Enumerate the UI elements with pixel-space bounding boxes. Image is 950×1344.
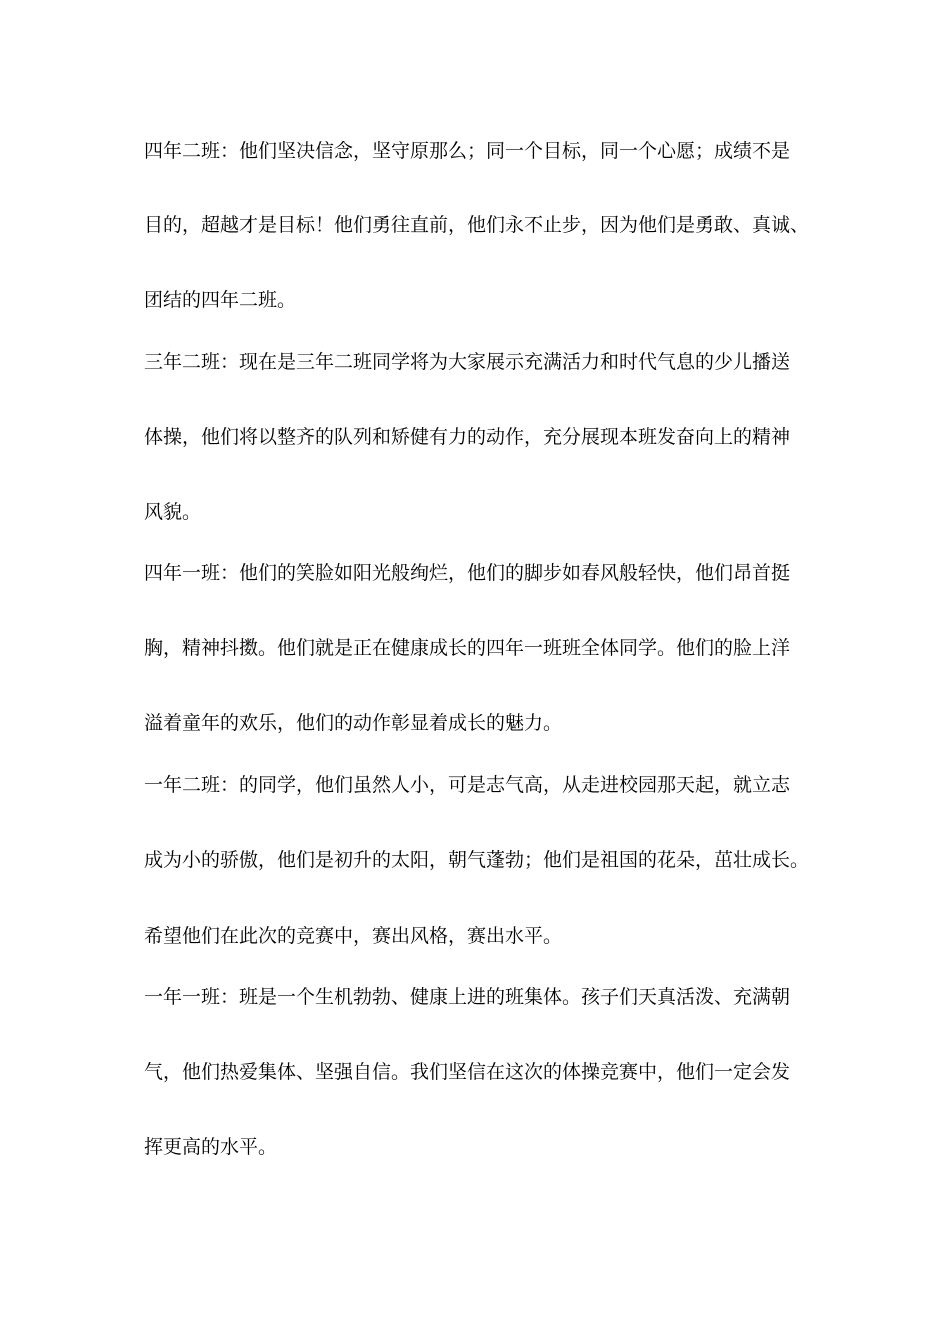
text-line: 胸，精神抖擞。他们就是正在健康成长的四年一班班全体同学。他们的脸上洋 (144, 637, 791, 659)
text-line: 希望他们在此次的竞赛中，赛出风格，赛出水平。 (144, 925, 563, 947)
text-line: 三年二班：现在是三年二班同学将为大家展示充满活力和时代气息的少儿播送 (144, 351, 791, 373)
text-line: 气，他们热爱集体、坚强自信。我们坚信在这次的体操竞赛中，他们一定会发 (144, 1061, 791, 1083)
text-line: 四年一班：他们的笑脸如阳光般绚烂，他们的脚步如春风般轻快，他们昂首挺 (144, 562, 791, 584)
text-line: 一年一班：班是一个生机勃勃、健康上进的班集体。孩子们天真活泼、充满朝 (144, 986, 791, 1008)
text-line: 目的，超越才是目标！他们勇往直前，他们永不止步，因为他们是勇敢、真诚、 (144, 214, 810, 236)
text-line: 溢着童年的欢乐，他们的动作彰显着成长的魅力。 (144, 712, 563, 734)
text-line: 一年二班：的同学，他们虽然人小，可是志气高，从走进校园那天起，就立志 (144, 774, 791, 796)
text-line: 风貌。 (144, 501, 202, 523)
text-line: 成为小的骄傲，他们是初升的太阳，朝气蓬勃；他们是祖国的花朵，茁壮成长。 (144, 849, 810, 871)
text-line: 挥更高的水平。 (144, 1136, 278, 1158)
text-line: 团结的四年二班。 (144, 289, 297, 311)
text-line: 体操，他们将以整齐的队列和矫健有力的动作，充分展现本班发奋向上的精神 (144, 426, 791, 448)
text-line: 四年二班：他们坚决信念，坚守原那么；同一个目标，同一个心愿；成绩不是 (144, 140, 791, 162)
